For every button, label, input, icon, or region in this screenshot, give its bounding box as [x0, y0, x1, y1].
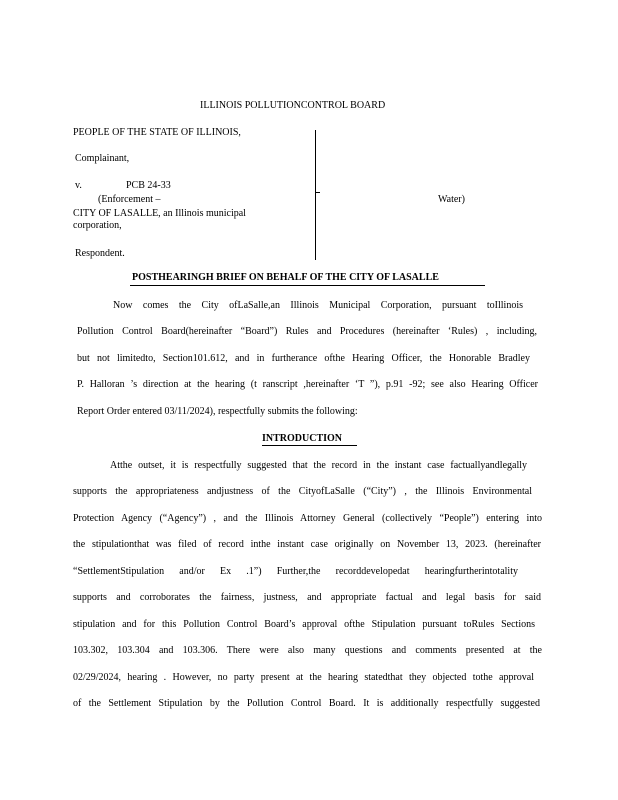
brief-title: POSTHEARINGH BRIEF ON BEHALF OF THE CITY OF LASALLE: [132, 272, 439, 283]
body-line: 02/29/2024, hearing . However, no party present at the hearing statedthat they objected tothe approval: [73, 672, 534, 683]
board-title: ILLINOIS POLLUTIONCONTROL BOARD: [200, 100, 386, 111]
caption-city: CITY OF LASALLE, an Illinois municipal: [73, 208, 246, 219]
body-line: of the Settlement Stipulation by the Pollution Control Board. It is additionally respectfully suggested: [73, 698, 540, 709]
brief-title-underline: [130, 285, 485, 286]
body-line: Atthe outset, it is respectfully suggested that the record in the instant case factuallyandlegally: [110, 460, 527, 471]
introduction-heading: INTRODUCTION: [262, 433, 343, 444]
caption-respondent: Respondent.: [75, 248, 125, 259]
body-line: “SettlementStipulation and/or Ex .1”) Further,the recorddevelopedat hearingfurtherintotality: [73, 566, 518, 577]
caption-divider: [315, 130, 316, 260]
body-line: Protection Agency (“Agency”) , and the Illinois Attorney General (collectively “People”) entering into: [73, 513, 542, 524]
caption-pcb: PCB 24-33: [126, 180, 171, 191]
intro-line: but not limitedto, Section101.612, and in furtherance ofthe Hearing Officer, the Honorable Bradley: [77, 353, 530, 364]
body-line: supports and corroborates the fairness, justness, and appropriate factual and legal basis for said: [73, 592, 541, 603]
body-line: the stipulationthat was filed of record inthe instant case originally on November 13, 2023. (hereinafter: [73, 539, 541, 550]
caption-divider-tick: [315, 192, 320, 193]
caption-complainant: Complainant,: [75, 153, 130, 164]
body-line: stipulation and for this Pollution Control Board’s approval ofthe Stipulation pursuant toRules Sections: [73, 619, 535, 630]
intro-line: Now comes the City ofLaSalle,an Illinois Municipal Corporation, pursuant toIllinois: [113, 300, 523, 311]
caption-v: v.: [75, 180, 82, 191]
caption-people: PEOPLE OF THE STATE OF ILLINOIS,: [73, 127, 241, 138]
caption-corporation: corporation,: [73, 220, 122, 231]
intro-line: Pollution Control Board(hereinafter “Board”) Rules and Procedures (hereinafter ‘Rules) , including,: [77, 326, 537, 337]
intro-line: P. Halloran ’s direction at the hearing (t ranscript ,hereinafter ‘T ”), p.91 -92; see also Hearing Officer: [77, 379, 538, 390]
body-line: 103.302, 103.304 and 103.306. There were also many questions and comments presented at the: [73, 645, 542, 656]
introduction-underline: [262, 445, 357, 446]
body-line: supports the appropriateness andjustness of the CityofLaSalle (“City”) , the Illinois Environmental: [73, 486, 532, 497]
caption-water: Water): [438, 194, 465, 205]
intro-line: Report Order entered 03/11/2024), respectfully submits the following:: [77, 406, 358, 417]
caption-enforcement: (Enforcement –: [98, 194, 161, 205]
